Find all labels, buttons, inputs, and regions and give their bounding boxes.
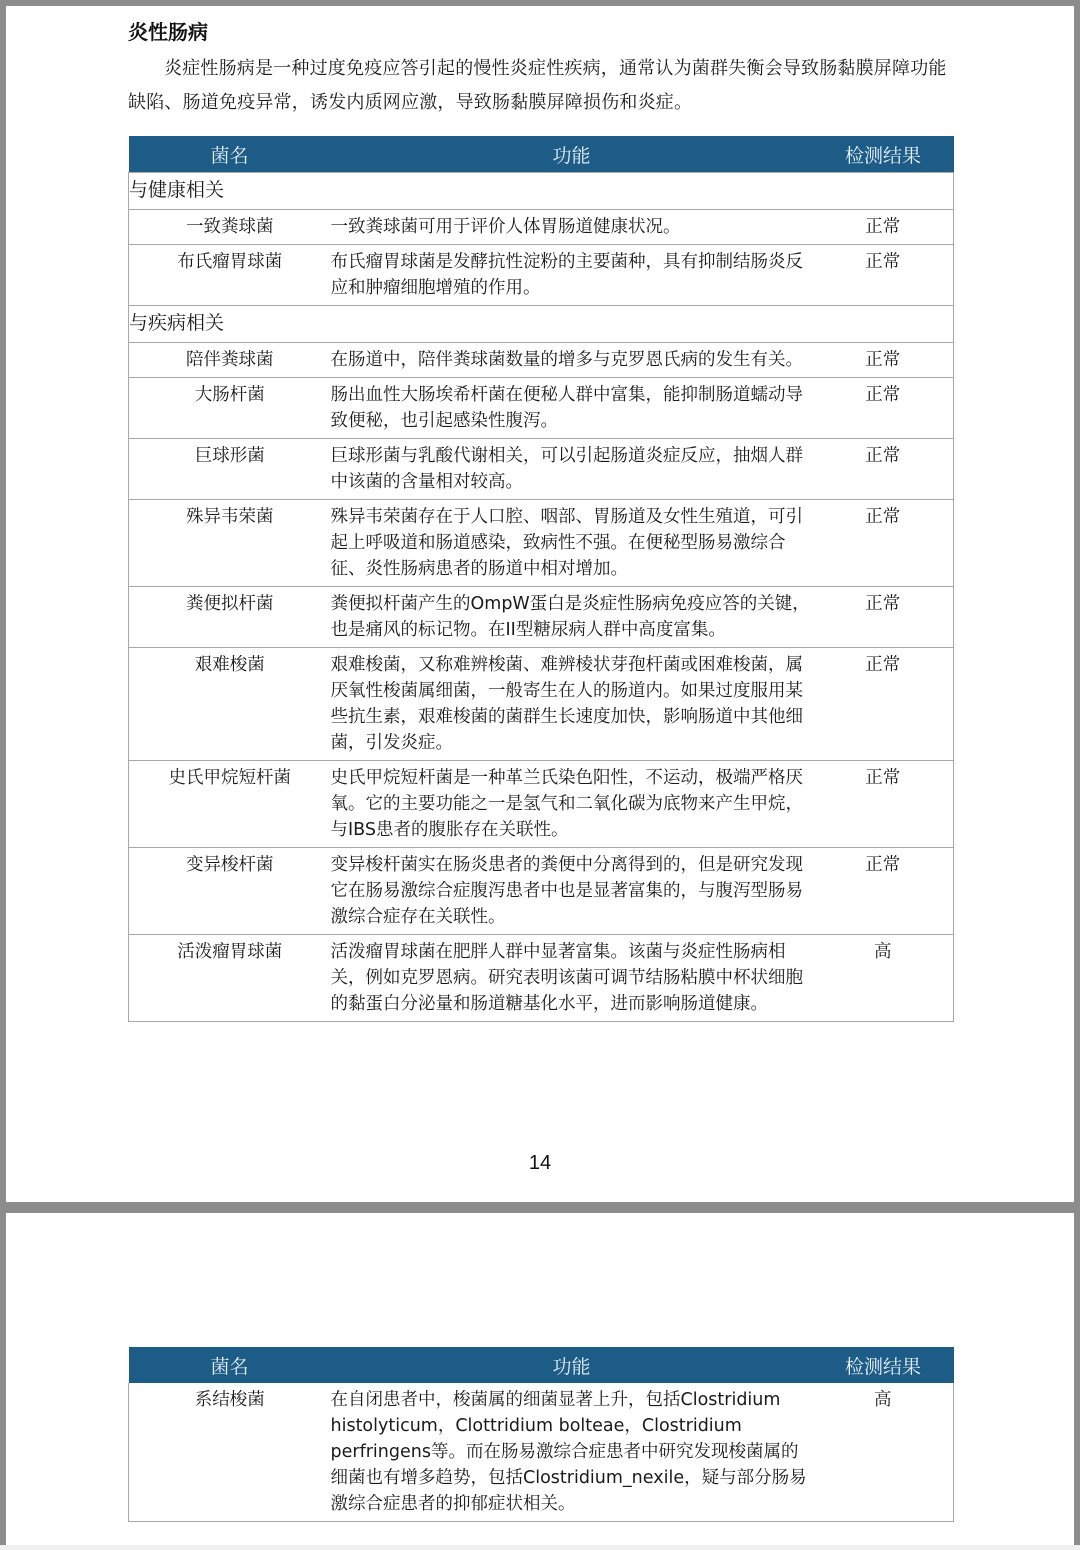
test-result: 正常 bbox=[813, 761, 954, 848]
table-row bbox=[129, 500, 954, 587]
bacteria-name: 一致粪球菌 bbox=[129, 210, 331, 245]
document-page-14 bbox=[6, 6, 1074, 1202]
group-label: 与健康相关 bbox=[129, 173, 954, 210]
table-header-row bbox=[129, 1347, 954, 1383]
table-row bbox=[129, 245, 954, 306]
bacteria-function: 肠出血性大肠埃希杆菌在便秘人群中富集，能抑制肠道蠕动导致便秘，也引起感染性腹泻。 bbox=[331, 378, 813, 439]
test-result: 正常 bbox=[813, 245, 954, 306]
test-result: 正常 bbox=[813, 210, 954, 245]
group-row-health bbox=[129, 173, 954, 210]
bacteria-function: 在自闭患者中，梭菌属的细菌显著上升，包括Clostridium histolyticum，Clottridium bolteae，Clostridium perfringens等。而在肠易激综合症患者中研究发现梭菌属的细菌也有增多趋势，包括Clostridium_nexile，疑与部分肠易激综合症患者的抑郁症状相关。 bbox=[331, 1383, 813, 1522]
table-row bbox=[129, 935, 954, 1022]
bacteria-name: 史氏甲烷短杆菌 bbox=[129, 761, 331, 848]
table-row bbox=[129, 587, 954, 648]
bacteria-results-table-continued bbox=[128, 1347, 954, 1522]
table-row bbox=[129, 761, 954, 848]
section-title: 炎性肠病 bbox=[128, 20, 208, 44]
table-header-row bbox=[129, 136, 954, 173]
viewer-bottom-edge bbox=[0, 1545, 1080, 1550]
table-row bbox=[129, 648, 954, 761]
test-result: 高 bbox=[813, 1383, 954, 1522]
table-row bbox=[129, 848, 954, 935]
document-page-15 bbox=[6, 1213, 1074, 1545]
bacteria-results-table bbox=[128, 136, 954, 1022]
bacteria-name: 艰难梭菌 bbox=[129, 648, 331, 761]
test-result: 正常 bbox=[813, 848, 954, 935]
bacteria-name: 变异梭杆菌 bbox=[129, 848, 331, 935]
bacteria-function: 一致粪球菌可用于评价人体胃肠道健康状况。 bbox=[331, 210, 813, 245]
page-number: 14 bbox=[528, 1152, 552, 1174]
bacteria-function: 变异梭杆菌实在肠炎患者的粪便中分离得到的，但是研究发现它在肠易激综合症腹泻患者中也是显著富集的，与腹泻型肠易激综合症存在关联性。 bbox=[331, 848, 813, 935]
test-result: 正常 bbox=[813, 343, 954, 378]
test-result: 正常 bbox=[813, 648, 954, 761]
table-row bbox=[129, 343, 954, 378]
test-result: 正常 bbox=[813, 587, 954, 648]
bacteria-name: 布氏瘤胃球菌 bbox=[129, 245, 331, 306]
test-result: 正常 bbox=[813, 500, 954, 587]
bacteria-name: 陪伴粪球菌 bbox=[129, 343, 331, 378]
table-row bbox=[129, 1383, 954, 1522]
header-name: 菌名 bbox=[129, 1347, 331, 1383]
test-result: 正常 bbox=[813, 378, 954, 439]
test-result: 高 bbox=[813, 935, 954, 1022]
table-row bbox=[129, 378, 954, 439]
header-result: 检测结果 bbox=[813, 136, 954, 173]
table-row bbox=[129, 210, 954, 245]
header-function: 功能 bbox=[331, 1347, 813, 1383]
test-result: 正常 bbox=[813, 439, 954, 500]
bacteria-function: 粪便拟杆菌产生的OmpW蛋白是炎症性肠病免疫应答的关键，也是痛风的标记物。在II型糖尿病人群中高度富集。 bbox=[331, 587, 813, 648]
header-result: 检测结果 bbox=[813, 1347, 954, 1383]
bacteria-name: 大肠杆菌 bbox=[129, 378, 331, 439]
table-row bbox=[129, 439, 954, 500]
bacteria-name: 殊异韦荣菌 bbox=[129, 500, 331, 587]
bacteria-function: 布氏瘤胃球菌是发酵抗性淀粉的主要菌种，具有抑制结肠炎反应和肿瘤细胞增殖的作用。 bbox=[331, 245, 813, 306]
bacteria-function: 在肠道中，陪伴粪球菌数量的增多与克罗恩氏病的发生有关。 bbox=[331, 343, 813, 378]
header-name: 菌名 bbox=[129, 136, 331, 173]
bacteria-name: 巨球形菌 bbox=[129, 439, 331, 500]
bacteria-function: 巨球形菌与乳酸代谢相关，可以引起肠道炎症反应，抽烟人群中该菌的含量相对较高。 bbox=[331, 439, 813, 500]
header-function: 功能 bbox=[331, 136, 813, 173]
bacteria-name: 粪便拟杆菌 bbox=[129, 587, 331, 648]
group-label: 与疾病相关 bbox=[129, 306, 954, 343]
bacteria-name: 活泼瘤胃球菌 bbox=[129, 935, 331, 1022]
bacteria-function: 史氏甲烷短杆菌是一种革兰氏染色阳性，不运动，极端严格厌氧。它的主要功能之一是氢气和二氧化碳为底物来产生甲烷，与IBS患者的腹胀存在关联性。 bbox=[331, 761, 813, 848]
group-row-disease bbox=[129, 306, 954, 343]
section-intro-paragraph: 炎症性肠病是一种过度免疫应答引起的慢性炎症性疾病，通常认为菌群失衡会导致肠黏膜屏障功能缺陷、肠道免疫异常，诱发内质网应激，导致肠黏膜屏障损伤和炎症。 bbox=[128, 58, 947, 113]
bacteria-name: 系结梭菌 bbox=[129, 1383, 331, 1522]
bacteria-function: 艰难梭菌，又称难辨梭菌、难辨棱状芽孢杆菌或困难梭菌，属厌氧性梭菌属细菌，一般寄生在人的肠道内。如果过度服用某些抗生素，艰难梭菌的菌群生长速度加快，影响肠道中其他细菌，引发炎症。 bbox=[331, 648, 813, 761]
bacteria-function: 活泼瘤胃球菌在肥胖人群中显著富集。该菌与炎症性肠病相关，例如克罗恩病。研究表明该菌可调节结肠粘膜中杯状细胞的黏蛋白分泌量和肠道糖基化水平，进而影响肠道健康。 bbox=[331, 935, 813, 1022]
bacteria-function: 殊异韦荣菌存在于人口腔、咽部、胃肠道及女性生殖道，可引起上呼吸道和肠道感染，致病性不强。在便秘型肠易激综合征、炎性肠病患者的肠道中相对增加。 bbox=[331, 500, 813, 587]
